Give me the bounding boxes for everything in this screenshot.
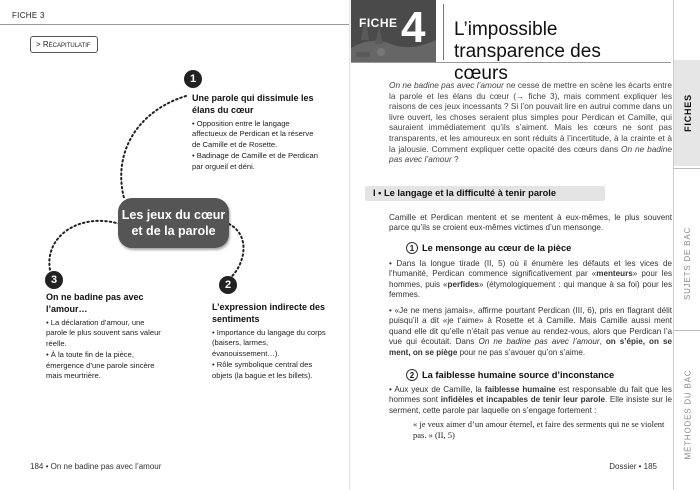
tab-sujets-de-bac[interactable]: [674, 200, 700, 326]
block-bullet: • À la toute fin de la pièce, émergence d’une parole sincère mais meurtrière.: [46, 350, 155, 381]
block-bullet: • Rôle symbolique central des objets (la bague et les billets).: [212, 360, 313, 380]
center-title-box: Les jeux du cœur et de la parole: [118, 198, 229, 248]
block-title: On ne badine pas avec l’amour…: [46, 292, 144, 314]
text: • Aux yeux de Camille, la: [389, 385, 485, 394]
page-title: L’impossible transparence des cœurs: [454, 19, 601, 84]
tab-divider: [674, 168, 700, 169]
tab-divider: [674, 330, 700, 331]
text: pour ne pas s’avouer qu’on s’aime.: [457, 347, 586, 357]
text: » (étymologiquement : qui manque à sa foi) pour les femmes.: [389, 279, 672, 300]
tab-label: MÉTHODES DU BAC: [683, 369, 693, 459]
bold-text: menteurs: [596, 269, 633, 279]
italic-text: On ne badine pas avec l’amour: [478, 337, 600, 347]
right-footer: [609, 462, 657, 471]
section-intro: Camille et Perdican mentent et se mentent à eux-mêmes, le plus souvent parce qu’ils se croient eux-mêmes victimes d’un mensonge.: [389, 213, 672, 233]
bold-text: faiblesse humaine: [484, 385, 556, 394]
text: est responsable du fait que les hommes sont: [389, 385, 672, 405]
page-number: 184: [30, 462, 44, 471]
intro-text: ne cesse de mettre en scène les écarts entre la parole et les élans du cœur (→ fiche 3), mais comment expliquer les raisons de ces jeux incessants ? Si l’on pouvait lire en autrui comme dans un livre ouvert, les choses seraient plus simples pour Perdican et Camille, qui sauraient immédiatement qu’ils s’aiment. Mais les cœurs ne sont pas transparents, et les amoureux en sont réduits à l’incertitude, à la crainte et à la jalousie. Comment expliquer cette opacité des cœurs dans: [389, 80, 672, 154]
intro-text: ?: [451, 154, 459, 165]
block-title: Une parole qui dissimule les élans du cœur: [192, 93, 314, 115]
connector-2: [229, 224, 243, 278]
bold-text: infidèles et incapables de tenir leur parole: [440, 395, 605, 405]
text: • «Je ne mens jamais», affirme pourtant Perdican (III, 6), pris en flagrant délit puisqu’il a dit «je t’aime» à Rosette et à Camille. Mais Camille aussi ment quand elle dit qu’elle n’était pas venue au rendez-vous, alors que Perdican l’a vue qui écoutait. Dans: [389, 306, 672, 347]
sub-number: 2: [406, 369, 418, 381]
recap-label: Récapitulatif: [42, 40, 91, 49]
recap-block-1: [192, 93, 320, 173]
block-bullet: • Badinage de Camille et de Perdican par orgueil et déni.: [192, 151, 318, 171]
sub-title: La faiblesse humaine source d’inconstance: [422, 370, 615, 380]
text: ,: [599, 337, 606, 347]
number-badge-3: 3: [45, 271, 63, 289]
block-bullet: • Opposition entre le langage affectueux de Perdican et la réserve de Camille et de Rosette.: [192, 119, 314, 149]
section-sidebar: [673, 0, 700, 490]
tab-fiches[interactable]: [674, 60, 700, 166]
bold-text: on s’épie, on se ment, on se piège: [389, 337, 672, 357]
right-page: [351, 0, 700, 490]
tab-label: FICHES: [682, 94, 693, 132]
footer-title: On ne badine pas avec l’amour: [50, 462, 162, 471]
fiche-badge: [351, 0, 436, 62]
section-heading: I • Le langage et la difficulté à tenir parole: [365, 186, 605, 201]
fiche-label: FICHE 3: [12, 11, 45, 20]
number-badge-2: 2: [219, 276, 237, 294]
tab-label: SUJETS DE BAC: [683, 226, 692, 300]
footer-label: Dossier: [609, 462, 637, 471]
connector-3: [49, 221, 120, 270]
block-bullet: • La déclaration d’amour, une parole le plus souvent sans valeur réelle.: [46, 318, 161, 348]
top-rule: [351, 62, 671, 63]
intro-italic: On ne badine pas avec l’amour: [389, 80, 504, 90]
recap-block-3: [46, 292, 164, 382]
quote: « je veux aimer d’un amour éternel, et faire des serments qui ne se violent pas. » (II, 5): [413, 419, 665, 440]
badge-word: FICHE: [359, 16, 398, 30]
bold-text: perfides: [447, 279, 480, 289]
subheading-2: [406, 369, 614, 381]
text: » pour les hommes, puis «: [389, 269, 672, 289]
block-title: L’expression indirecte des sentiments: [212, 302, 326, 324]
subheading-1: [406, 242, 571, 254]
paragraph: [389, 306, 672, 358]
badge-number: 4: [401, 3, 426, 52]
chevron-right-icon: >: [36, 40, 41, 49]
paragraph: [389, 259, 672, 301]
footer-separator: •: [638, 462, 642, 471]
sub-number: 1: [406, 242, 418, 254]
title-divider: [443, 4, 444, 60]
number-badge-1: 1: [184, 70, 202, 88]
tab-methodes-du-bac[interactable]: [674, 350, 700, 478]
intro-paragraph: [389, 80, 672, 165]
text: . Elle insiste sur le serment, cette parole par laquelle on s’engage fortement :: [389, 395, 672, 415]
left-footer: [30, 462, 161, 471]
recap-block-2: [212, 302, 330, 382]
block-bullet: • Importance du langage du corps (baisers, larmes, évanouissement…).: [212, 328, 326, 358]
page-number: 185: [643, 462, 657, 471]
text: • Dans la longue tirade (II, 5) où il énumère les défauts et les vices de l’humanité, Perdican commence significativement par «: [389, 259, 672, 279]
sub-title: Le mensonge au cœur de la pièce: [422, 243, 572, 253]
connector-1: [121, 96, 186, 198]
intro-italic: On ne badine pas avec l’amour: [389, 143, 672, 165]
paragraph: [389, 385, 672, 416]
footer-separator: •: [45, 462, 49, 471]
